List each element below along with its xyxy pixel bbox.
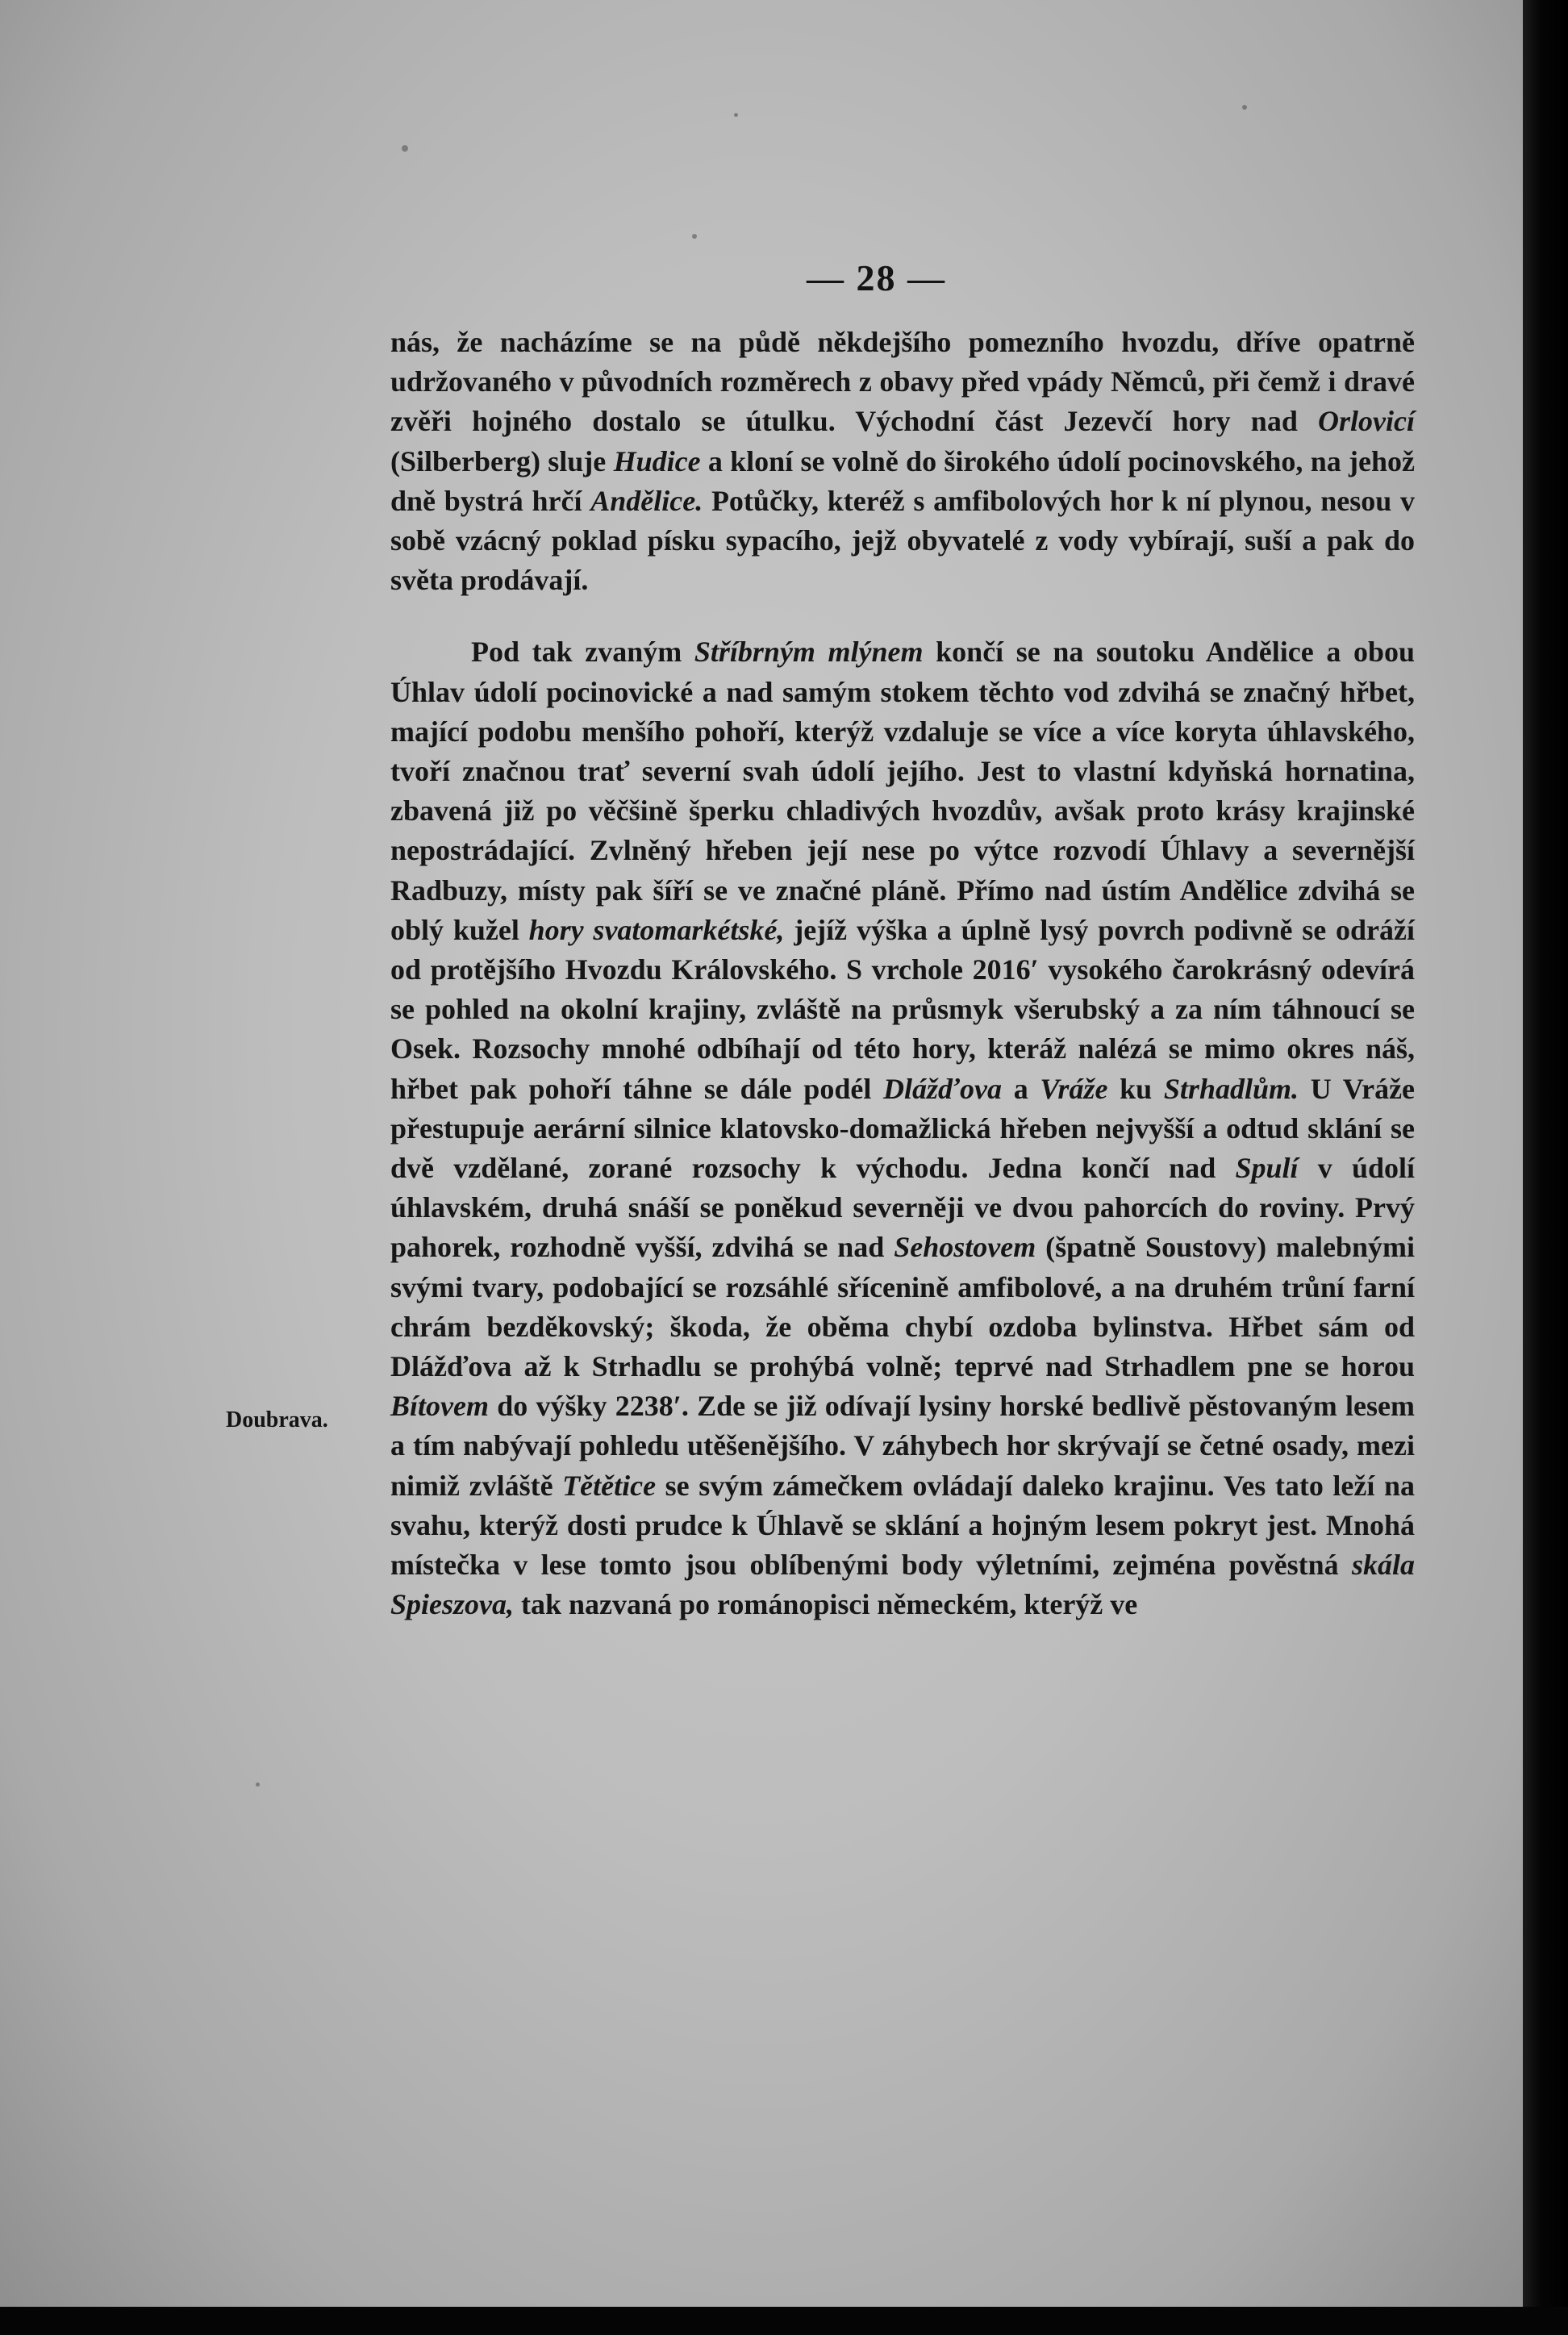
text-run: v údolí úhlavském, druhá snáší se poněkud severněji ve dvou pahorcích do roviny. Prvý pahorek, rozhodně vyšší, zdvihá se nad <box>390 1152 1416 1264</box>
place-name: Vráže <box>1040 1072 1108 1105</box>
text-run: Potůčky, kteréž s amfibolových hor k ní plynou, nesou v sobě vzácný poklad písku sypacího, jejž obyvatelé z vody vybírají, suší a pak do světa prodávají. <box>390 484 1416 597</box>
text-run: (špatně Soustovy) malebnými svými tvary, podobající se rozsáhlé sřícenině amfibolové, a na druhém trůní farní chrám bezděkovský; škoda, že oběma chybí ozdoba bylinstva. Hřbet sám od Dlážďova až k Strhadlu se prohýbá volně; teprvé nad Strhadlem pne se horou <box>390 1231 1415 1383</box>
place-name: Sehostovem <box>894 1231 1036 1264</box>
paragraph-2 <box>390 632 1415 1624</box>
scan-border-right <box>1523 0 1568 2335</box>
text-run: a kloní se volně do širokého údolí pocinovského, na jehož dně bystrá hrčí <box>390 444 1415 517</box>
margin-note: Doubrava. <box>226 1407 328 1432</box>
place-name: Spulí <box>1235 1152 1299 1185</box>
paragraph-1 <box>390 323 1415 600</box>
place-name: Orlovicí <box>1318 405 1415 438</box>
place-name: hory svatomarkétské, <box>528 913 785 946</box>
scan-speck <box>692 234 697 239</box>
place-name: Hudice <box>613 444 701 477</box>
scan-speck <box>734 113 738 117</box>
text-run: do výšky 2238′. Zde se již odívají lysiny horské bedlivě pěstovaným lesem a tím nabývají pohledu utěšenějšího. V záhybech hor skrývají se četné osady, mezi nimiž zvláště <box>390 1390 1415 1502</box>
text-run: (Silberberg) sluje <box>390 444 614 477</box>
text-run: tak nazvaná po románopisci německém, kterýž ve <box>514 1588 1138 1621</box>
place-name: skála Spieszova, <box>390 1549 1415 1621</box>
page-number: — 28 — <box>807 257 946 298</box>
text-run: se svým zámečkem ovládají daleko krajinu. Ves tato leží na svahu, kterýž dosti prudce k Úhlavě se sklání a hojným lesem pokryt jest. Mnohá místečka v lese tomto jsou oblíbenými body výletními, zejména pověstná <box>390 1469 1416 1582</box>
scan-speck <box>402 145 408 152</box>
text-run: U Vráže přestupuje aerární silnice klatovsko-domažlická hřeben nejvyšší a odtud sklání se dvě vzdělané, zorané rozsochy k východu. Jedna končí nad <box>390 1072 1416 1185</box>
place-name: Strhadlům. <box>1163 1072 1299 1105</box>
place-name: Andělice. <box>590 484 703 517</box>
text-run: ku <box>1107 1072 1164 1105</box>
text-run: končí se na soutoku Andělice a obou Úhlav údolí pocinovické a nad samým stokem těchto vod zdvihá se značný hřbet, mající podobu menšího pohoří, kterýž vzdaluje se více a více koryta úhlavského, tvoří značnou trať severní svah údolí jejího. Jest to vlastní kdyňská hornatina, zbavená již po věčšině šperku chladivých hvozdův, avšak proto krásy krajinské nepostrádající. Zvlněný hřeben její nese po výtce rozvodí Úhlavy a severnější Radbuzy, místy pak šíří se ve značné pláně. Přímo nad ústím Andělice zdvihá se oblý kužel <box>390 636 1415 946</box>
body-text <box>390 323 1415 1625</box>
scan-speck <box>1242 105 1247 110</box>
place-name: Stříbrným mlýnem <box>694 636 924 669</box>
text-run: Pod tak zvaným <box>471 636 694 669</box>
scan-speck <box>256 1783 260 1787</box>
text-run: nás, že nacházíme se na půdě někdejšího pomezního hvozdu, dříve opatrně udržovaného v původních rozměrech z obavy před vpády Němců, při čemž i dravé zvěři hojného dostalo se útulku. Východní část Jezevčí hory nad <box>390 326 1415 438</box>
text-run: a <box>1001 1072 1040 1105</box>
place-name: Tětětice <box>562 1469 657 1502</box>
text-run: jejíž výška a úplně lysý povrch podivně se odráží od protějšího Hvozdu Královského. S vrchole 2016′ vysokého čarokrásný odevírá se pohled na okolní krajiny, zvláště na průsmyk všerubský a za ním táhnoucí se Osek. Rozsochy mnohé odbíhají od této hory, kteráž nalézá se mimo okres náš, hřbet pak pohoří táhne se dále podél <box>390 913 1415 1105</box>
scan-border-bottom <box>0 2307 1568 2335</box>
place-name: Bítovem <box>390 1390 489 1423</box>
place-name: Dlážďova <box>883 1072 1002 1105</box>
